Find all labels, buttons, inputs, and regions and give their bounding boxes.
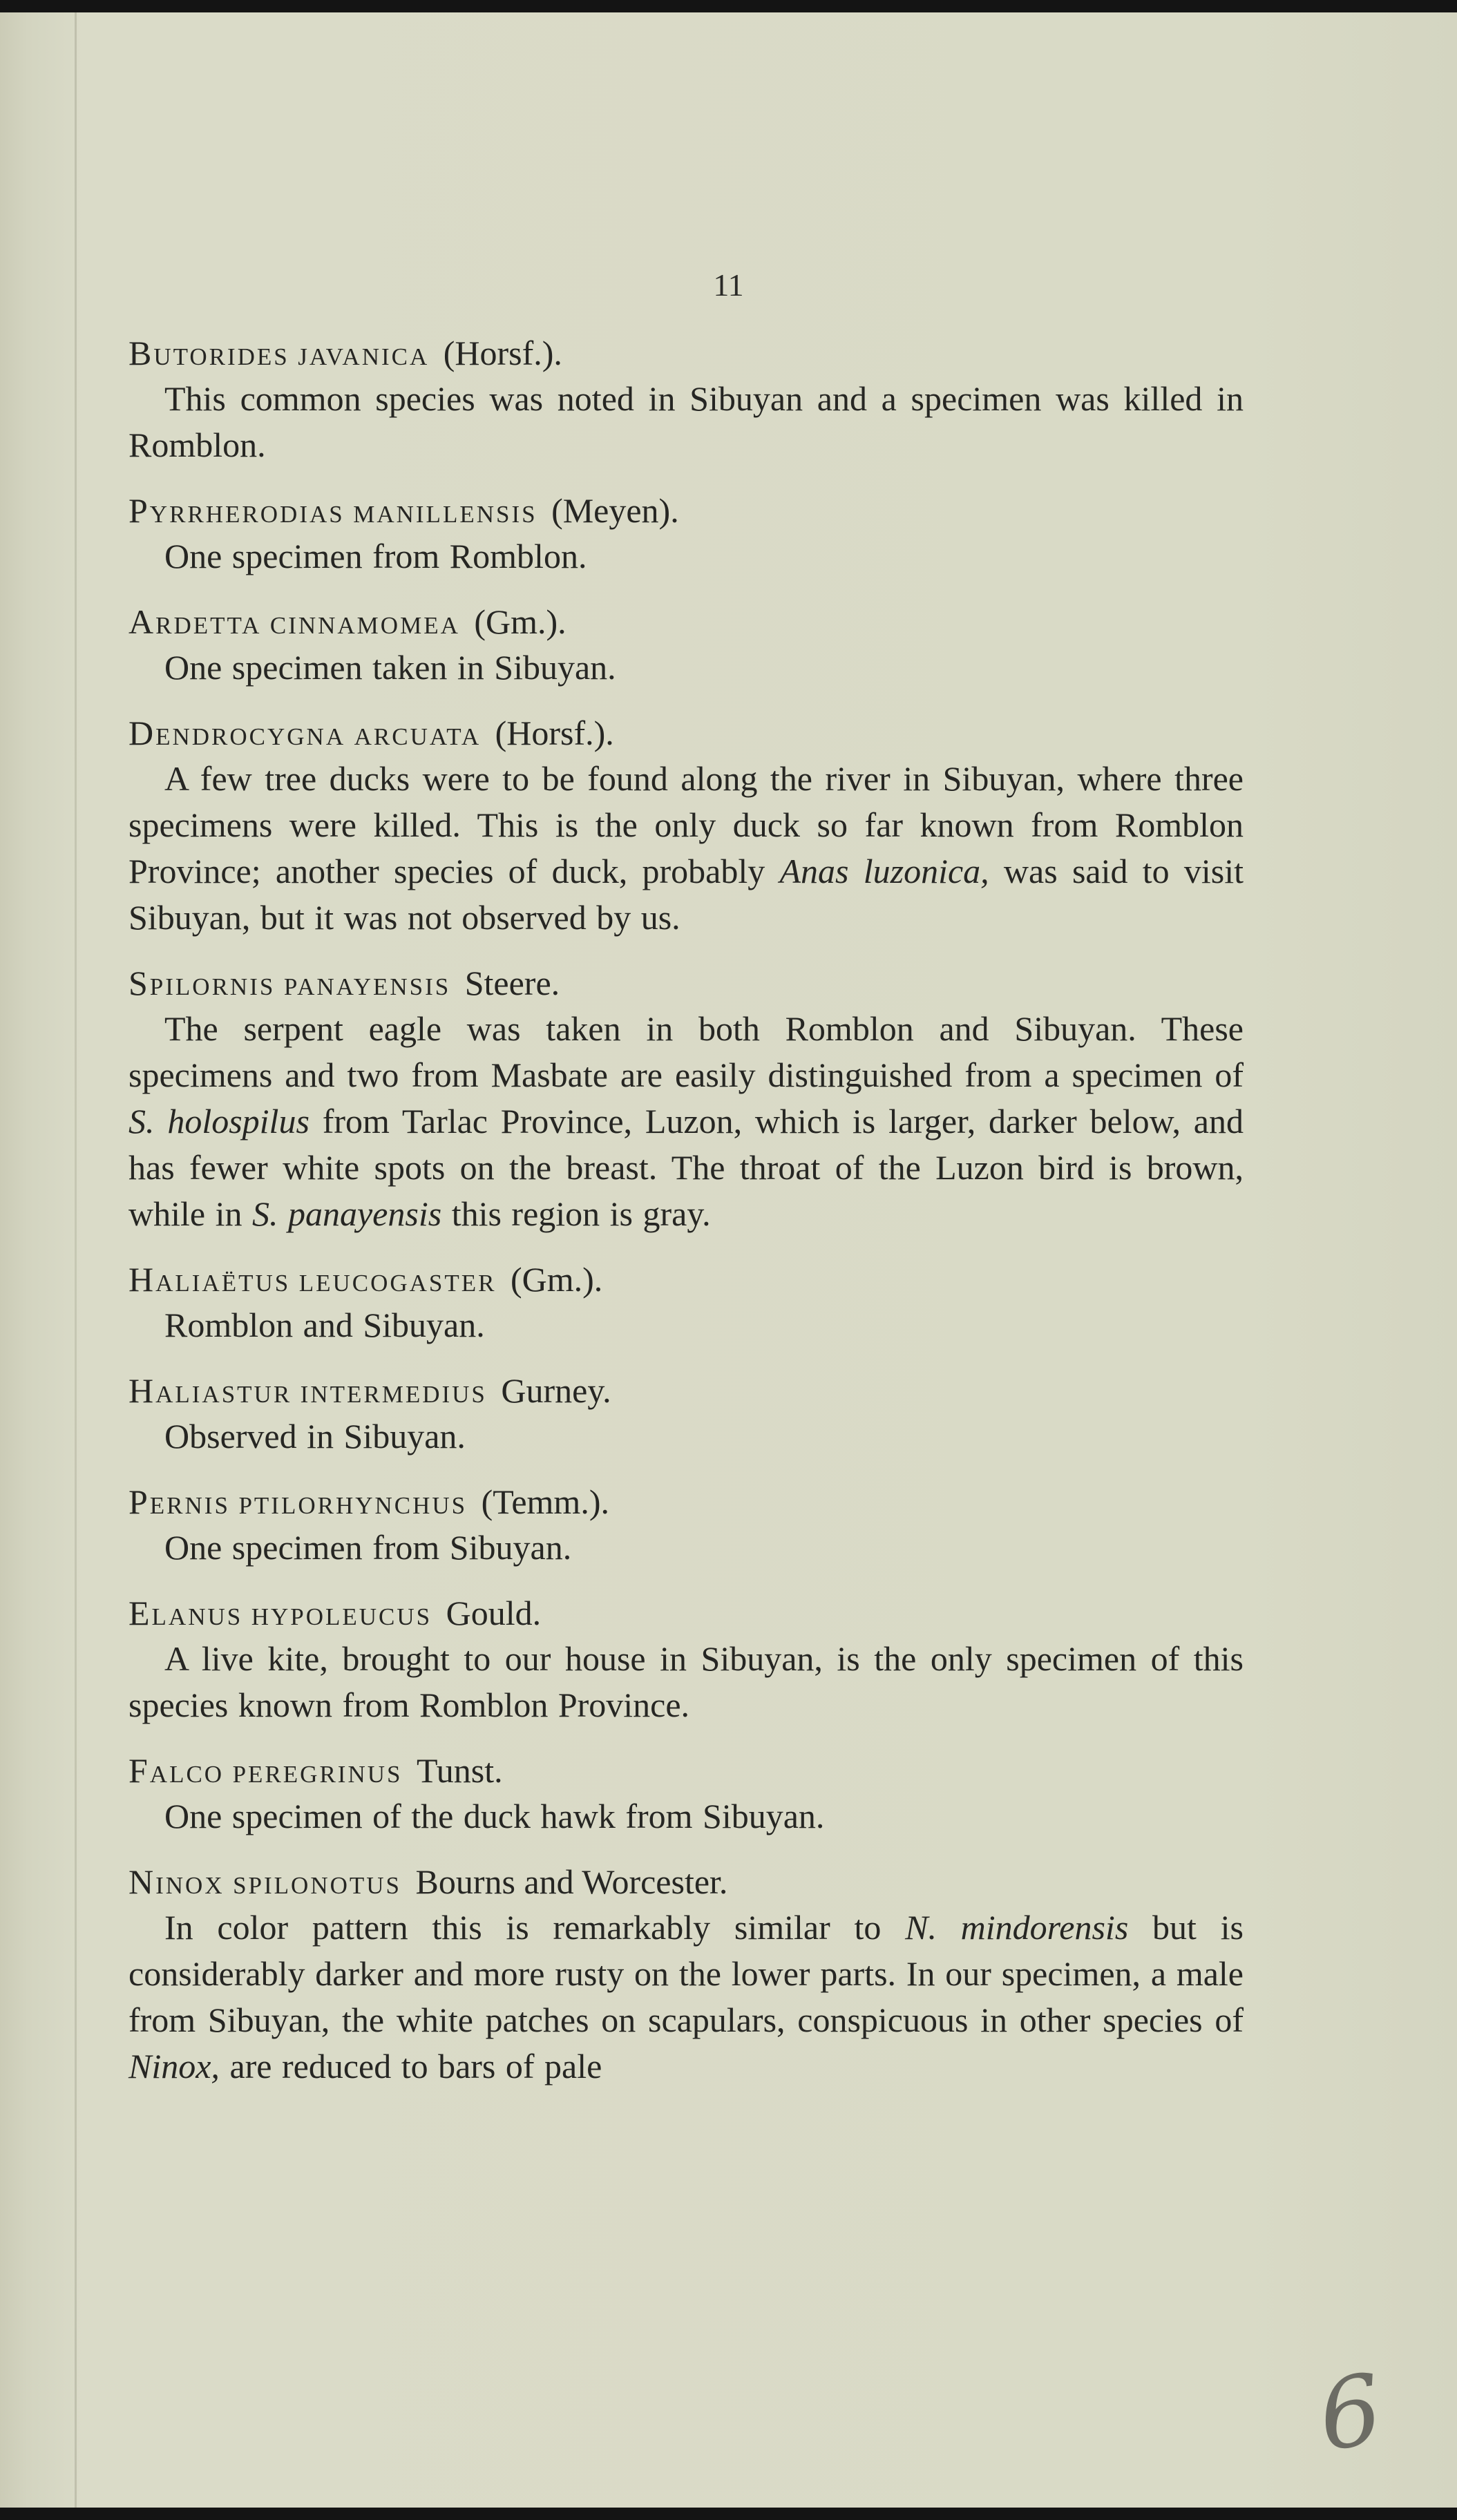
species-heading [128, 1748, 1244, 1793]
author-citation: Steere. [464, 964, 560, 1002]
species-name: ptilorhynchus [238, 1482, 468, 1521]
species-name: arcuata [354, 714, 482, 752]
genus-name: Spilornis [128, 964, 276, 1002]
species-heading [128, 1590, 1244, 1636]
species-note: This common species was noted in Sibuyan and a specimen was killed in Romblon. [128, 379, 1244, 464]
species-heading [128, 960, 1244, 1006]
note-text: The serpent eagle was taken in both Romblon and Sibuyan. These specimens and two from Masbate are easily distinguished from a specimen of [128, 1009, 1244, 1094]
species-entry [128, 1748, 1244, 1840]
genus-name: Haliaëtus [128, 1260, 291, 1299]
species-note: Romblon and Sibuyan. [164, 1306, 485, 1344]
author-citation: (Temm.). [481, 1482, 609, 1521]
species-note: One specimen taken in Sibuyan. [164, 648, 616, 687]
note-text: are reduced to bars of pale [219, 2047, 602, 2085]
species-note [128, 1006, 1244, 1237]
note-text: In color pattern this is remarkably similar to [164, 1908, 906, 1947]
species-list [128, 330, 1244, 2109]
italic-species-name: Anas luzonica, [779, 852, 989, 890]
species-entry [128, 960, 1244, 1237]
species-entry [128, 1590, 1244, 1728]
italic-species-name: N. mindorensis [905, 1908, 1129, 1947]
species-note: One specimen of the duck hawk from Sibuyan. [164, 1797, 825, 1835]
genus-name: Dendrocygna [128, 714, 346, 752]
species-entry [128, 1257, 1244, 1348]
species-name: javanica [298, 334, 430, 372]
genus-name: Butorides [128, 334, 289, 372]
species-name: manillensis [353, 491, 537, 530]
genus-name: Ninox [128, 1862, 225, 1901]
species-heading [128, 330, 1244, 376]
species-name: panayensis [283, 964, 451, 1002]
species-note: One specimen from Romblon. [164, 537, 587, 575]
species-heading [128, 1479, 1244, 1525]
italic-species-name: S. panayensis [251, 1194, 442, 1233]
species-note: Observed in Sibuyan. [164, 1417, 466, 1455]
genus-name: Haliastur [128, 1371, 292, 1410]
author-citation: Gould. [446, 1594, 542, 1632]
species-name: peregrinus [232, 1751, 403, 1790]
species-heading [128, 710, 1244, 756]
species-name: cinnamomea [269, 602, 460, 641]
note-text: was said to visit Sibuyan, but it was not observed by us. [128, 852, 1244, 937]
species-entry [128, 1859, 1244, 2090]
species-heading [128, 488, 1244, 533]
species-name: intermedius [300, 1371, 487, 1410]
species-heading [128, 1257, 1244, 1302]
species-entry [128, 488, 1244, 580]
genus-name: Pernis [128, 1482, 230, 1521]
species-entry [128, 330, 1244, 468]
note-text: this region is gray. [441, 1194, 711, 1233]
author-citation: (Meyen). [551, 491, 679, 530]
genus-name: Pyrrherodias [128, 491, 345, 530]
note-text: A few tree ducks were to be found along the river in Sibuyan, where three specimens were killed. This is the only duck so far known from Romblon Province; another species of duck, probably [128, 759, 1244, 890]
author-citation: (Horsf.). [495, 714, 614, 752]
italic-genus-name: Ninox, [128, 2047, 220, 2085]
species-note [128, 756, 1244, 941]
species-note: One specimen from Sibuyan. [164, 1528, 572, 1567]
species-entry [128, 1368, 1244, 1460]
page-gutter [75, 12, 77, 2508]
species-heading [128, 599, 1244, 645]
author-citation: Bourns and Worcester. [415, 1862, 728, 1901]
genus-name: Elanus [128, 1594, 243, 1632]
species-heading [128, 1368, 1244, 1413]
note-text: from Tarlac Province, Luzon, which is larger, darker below, and has fewer white spots on the breast. The throat of the Luzon bird is brown, while in [128, 1102, 1244, 1233]
handwritten-page-mark: 6 [1312, 2353, 1389, 2474]
species-entry [128, 599, 1244, 691]
italic-species-name: S. holospilus [128, 1102, 310, 1140]
note-text: but is considerably darker and more rusty on the lower parts. In our specimen, a male from Sibuyan, the white patches on scapulars, conspicuous in other species of [128, 1908, 1244, 2039]
species-name: leucogaster [298, 1260, 497, 1299]
author-citation: (Gm.). [474, 602, 566, 641]
species-name: hypoleucus [251, 1594, 432, 1632]
genus-name: Ardetta [128, 602, 262, 641]
author-citation: Tunst. [416, 1751, 503, 1790]
author-citation: (Gm.). [510, 1260, 603, 1299]
species-note: A live kite, brought to our house in Sibuyan, is the only specimen of this species known from Romblon Province. [128, 1639, 1244, 1724]
species-heading [128, 1859, 1244, 1905]
author-citation: (Horsf.). [443, 334, 562, 372]
species-note [128, 1905, 1244, 2090]
page-number: 11 [713, 267, 744, 303]
species-name: spilonotus [233, 1862, 402, 1901]
genus-name: Falco [128, 1751, 225, 1790]
book-page [0, 12, 1457, 2508]
author-citation: Gurney. [501, 1371, 611, 1410]
species-entry [128, 710, 1244, 941]
species-entry [128, 1479, 1244, 1571]
